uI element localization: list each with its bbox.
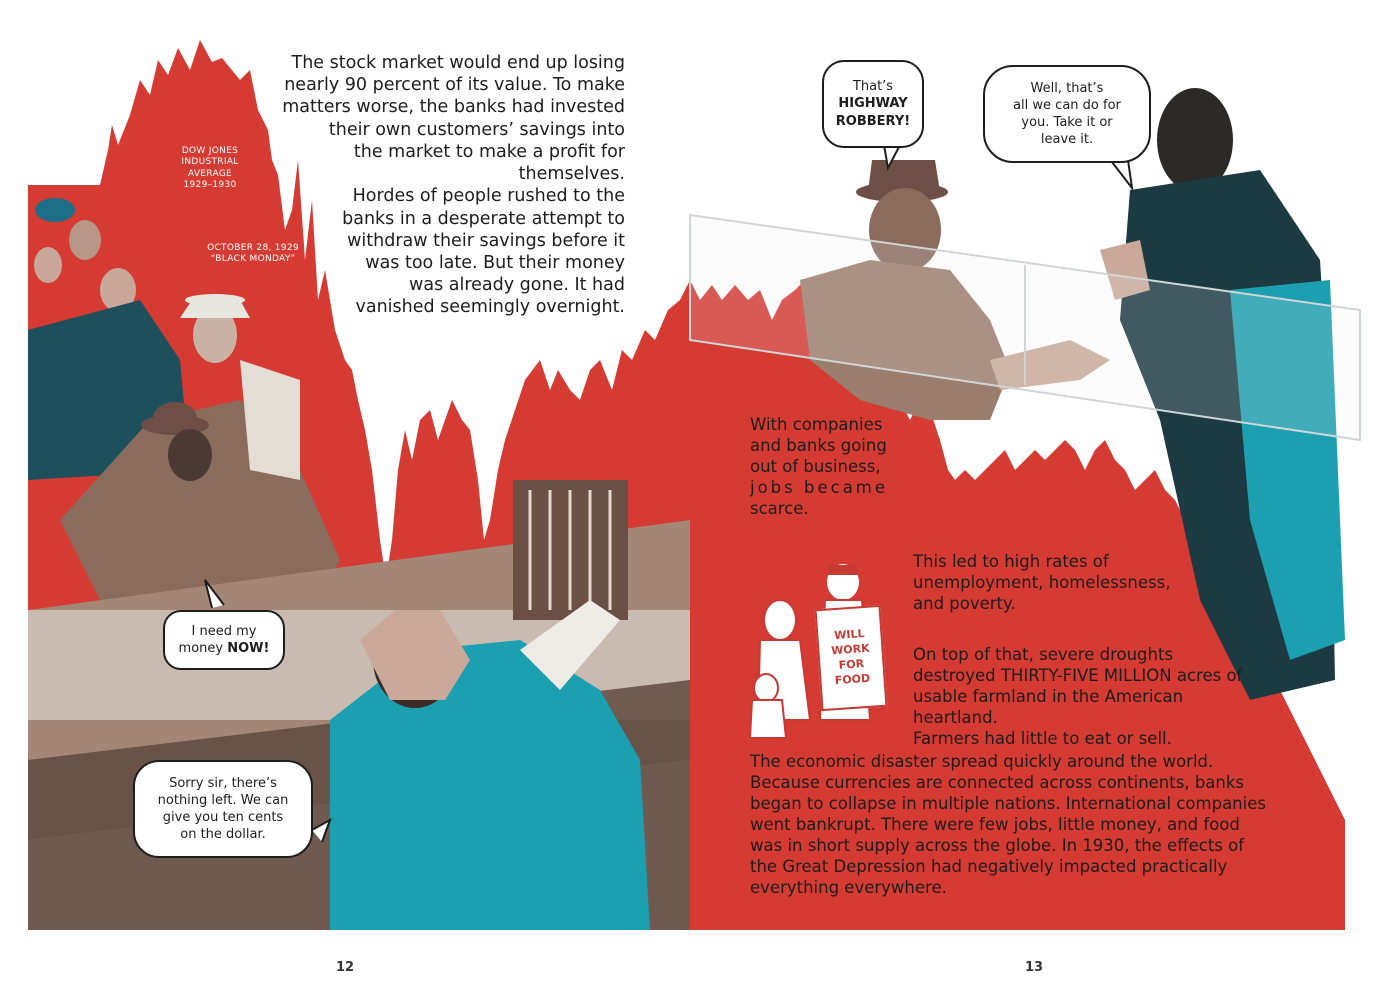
page-number-left: 12: [336, 960, 355, 975]
intro-line: nearly 90 percent of its value. To make: [284, 75, 625, 96]
speech-bubble-customer: I need my money NOW!: [163, 610, 285, 670]
chart-label: DOW JONES INDUSTRIAL AVERAGE 1929–1930: [181, 146, 239, 190]
intro-line: withdraw their savings before it: [347, 230, 625, 251]
paragraph-worldwide: The economic disaster spread quickly around the world. Because currencies are connected across continents, banks began to collapse in multiple nations. International companies went bankrupt. There were few jobs, little money, and food was in short supply across the globe. In 1930, the effects of the Great Depression had negatively impacted practically everything everywhere.: [750, 752, 1266, 897]
speech-bubble-robbed-man: That’s HIGHWAY ROBBERY!: [822, 60, 924, 148]
intro-line: was too late. But their money: [365, 252, 625, 273]
intro-line: the market to make a profit for: [353, 141, 625, 162]
page-number-right: 13: [1025, 960, 1044, 975]
intro-line: banks in a desperate attempt to: [342, 208, 625, 229]
intro-line: was already gone. It had: [409, 275, 625, 296]
will-work-for-food-sign: WILL WORK FOR FOOD: [815, 605, 888, 711]
speech-bubble-teller: Sorry sir, there’s nothing left. We can give you ten cents on the dollar.: [133, 760, 313, 858]
intro-line: themselves.: [518, 164, 625, 185]
intro-line: Hordes of people rushed to the: [352, 186, 625, 207]
paragraph-drought: On top of that, severe droughts destroyed THIRTY-FIVE MILLION acres of usable farmland in the American heartland. Farmers had little to eat or sell.: [913, 645, 1243, 748]
intro-line: their own customers’ savings into: [328, 119, 625, 140]
paragraph-jobs: With companies and banks going out of business, jobs became scarce.: [750, 415, 889, 518]
intro-paragraph: [250, 52, 625, 319]
intro-line: matters worse, the banks had invested: [282, 97, 625, 118]
intro-line: vanished seemingly overnight.: [355, 297, 625, 318]
paragraph-unemployment: This led to high rates of unemployment, homelessness, and poverty.: [913, 552, 1171, 613]
black-monday-label: OCTOBER 28, 1929 “BLACK MONDAY”: [207, 243, 299, 265]
intro-line: The stock market would end up losing: [291, 53, 625, 73]
speech-bubble-clerk: Well, that’s all we can do for you. Take it or leave it.: [983, 65, 1151, 163]
